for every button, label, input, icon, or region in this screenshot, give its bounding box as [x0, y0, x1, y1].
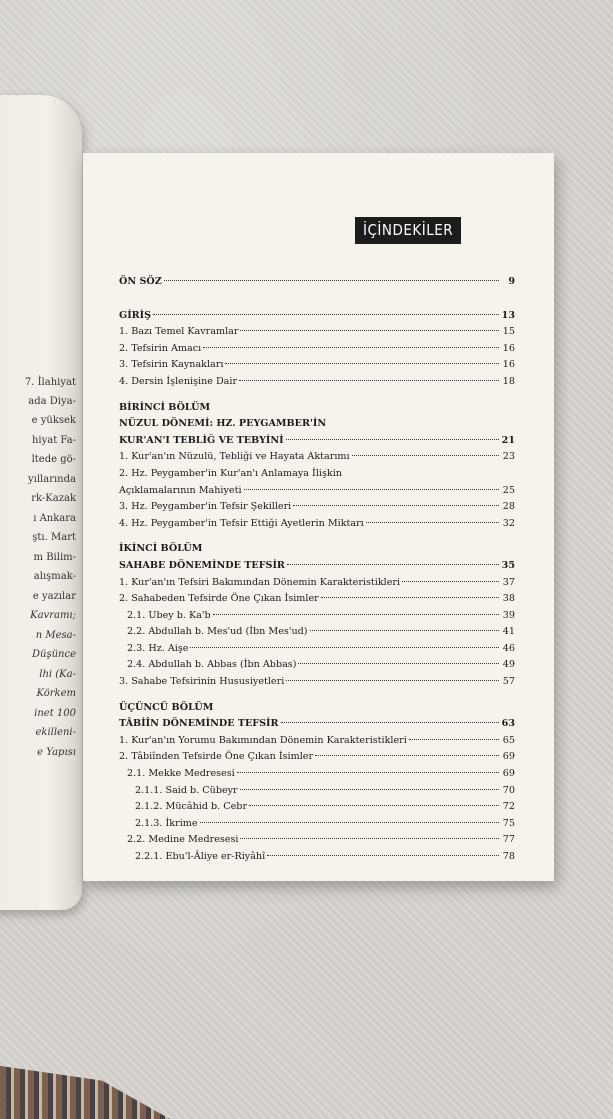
toc-entry — [119, 466, 515, 483]
toc-entry-label: 2.4. Abdullah b. Abbas (İbn Abbas) — [127, 659, 297, 671]
toc-entry-page: 41 — [502, 626, 515, 638]
toc-entry-page: 75 — [502, 817, 515, 829]
toc-entry — [119, 674, 515, 691]
toc-entry-page: 46 — [502, 642, 515, 654]
toc-entry — [119, 308, 515, 325]
toc-entry-label: 3. Tefsirin Kaynakları — [119, 359, 224, 371]
toc-entry-label: 2.2. Medine Medresesi — [127, 834, 239, 846]
toc-entry — [119, 483, 515, 500]
dot-leader — [366, 522, 499, 523]
toc-entry-label: 2. Hz. Peygamber'in Kur'an'ı Anlamaya İlişkin — [119, 467, 342, 479]
chapter-heading: ÜÇÜNCÜ BÖLÜM — [119, 701, 214, 713]
toc-entry-page: 25 — [502, 484, 515, 496]
toc-entry-label: 2.1.3. İkrime — [135, 817, 198, 829]
dot-leader — [402, 581, 499, 582]
toc-entry — [119, 799, 515, 816]
toc-entry-label: 2.3. Hz. Aişe — [127, 642, 189, 654]
toc-entry-page: 69 — [502, 768, 515, 780]
chapter-heading: BİRİNCİ BÖLÜM — [119, 401, 211, 413]
toc-entry-page: 63 — [501, 718, 515, 730]
dot-leader — [240, 330, 499, 331]
toc-entry — [119, 766, 515, 783]
toc-entry-label: 3. Sahabe Tefsirinin Hususiyetleri — [119, 676, 285, 688]
toc-entry — [119, 624, 515, 641]
dot-leader — [286, 680, 499, 681]
left-page-text: ı Ankara — [33, 513, 76, 524]
left-book-page — [0, 95, 82, 910]
toc-entry-label: 2. Tefsirin Amacı — [119, 342, 202, 354]
dot-leader — [298, 663, 499, 664]
toc-entry — [119, 783, 515, 800]
toc-entry — [119, 816, 515, 833]
dot-leader — [310, 630, 499, 631]
chapter-heading: İKİNCİ BÖLÜM — [119, 543, 203, 555]
dot-leader — [240, 789, 499, 790]
toc-entry-page: 23 — [502, 451, 515, 463]
dot-leader — [153, 314, 499, 315]
toc-entry-label: 2.1. Ubey b. Ka'b — [127, 609, 211, 621]
toc-entry-page: 70 — [502, 784, 515, 796]
left-page-text: ştı. Mart — [32, 532, 76, 543]
toc-entry-label: 4. Hz. Peygamber'in Tefsir Ettiği Ayetlerin Miktarı — [119, 517, 364, 529]
dot-leader — [203, 347, 499, 348]
dot-leader — [352, 455, 499, 456]
toc-entry-label: SAHABE DÖNEMİNDE TEFSİR — [119, 559, 285, 571]
toc-entry — [119, 324, 515, 341]
toc-entry — [119, 849, 515, 866]
toc-entry-label: 1. Kur'an'ın Yorumu Bakımından Dönemin Karakteristikleri — [119, 734, 407, 746]
dot-leader — [267, 855, 499, 856]
toc-entry-page: 32 — [502, 517, 515, 529]
dot-leader — [239, 380, 499, 381]
toc-entry-page: 69 — [502, 751, 515, 763]
toc-entry-page: 38 — [502, 593, 515, 605]
dot-leader — [287, 564, 499, 565]
toc-entry — [119, 657, 515, 674]
toc-entry-page: 13 — [501, 309, 515, 321]
toc-entry — [119, 433, 515, 450]
toc-entry-page: 72 — [502, 801, 515, 813]
dot-leader — [293, 505, 499, 506]
left-page-text: Körkem — [36, 688, 76, 699]
left-page-text: m Bilim- — [33, 552, 76, 563]
toc-entry — [119, 733, 515, 750]
toc-entry-page: 49 — [502, 659, 515, 671]
toc-entry-label: 1. Kur'an'ın Nüzulü, Tebliği ve Hayata Aktarımı — [119, 451, 350, 463]
toc-entry-page: 9 — [508, 276, 515, 287]
left-page-text: e Yapısı — [37, 747, 76, 758]
dot-leader — [249, 805, 499, 806]
left-page-text: yıllarında — [28, 474, 76, 485]
left-page-text: n Mesa- — [35, 630, 76, 641]
toc-entry-label: 2.2.1. Ebu'l-Âliye er-Riyâhî — [135, 851, 266, 862]
toc-entry — [119, 274, 515, 291]
toc-entry-label: 1. Bazı Temel Kavramlar — [119, 326, 239, 338]
left-page-text: inet 100 — [34, 708, 76, 719]
toc-entry-page: 18 — [502, 375, 515, 387]
left-page-text: lhi (Ka- — [39, 669, 76, 680]
toc-entry — [119, 716, 515, 733]
toc-entry — [119, 341, 515, 358]
toc-entry-page: 35 — [501, 559, 515, 571]
dot-leader — [281, 722, 499, 723]
left-page-text: ekilleni- — [35, 727, 76, 738]
toc-entry — [119, 449, 515, 466]
toc-entry — [119, 575, 515, 592]
toc-entry-page: 16 — [502, 342, 515, 354]
toc-entry — [119, 591, 515, 608]
dot-leader — [321, 597, 499, 598]
toc-entry-label: Açıklamalarının Mahiyeti — [119, 484, 242, 496]
toc-entry-page: 57 — [502, 676, 515, 688]
toc-entry — [119, 357, 515, 374]
left-page-text: e yazılar — [32, 591, 76, 602]
toc-entry-page: 77 — [502, 834, 515, 846]
toc-entry-page: 15 — [502, 326, 515, 338]
dot-leader — [286, 439, 499, 440]
left-page-text: rk-Kazak — [31, 493, 76, 504]
dot-leader — [213, 614, 499, 615]
toc-entry-label: 2.1. Mekke Medresesi — [127, 768, 235, 780]
toc-title: İÇİNDEKİLER — [355, 217, 461, 244]
toc-entry-label: 2.2. Abdullah b. Mes'ud (İbn Mes'ud) — [127, 626, 308, 638]
left-page-text: 7. İlahiyat — [24, 377, 76, 388]
toc-entry — [119, 374, 515, 391]
toc-page — [83, 153, 554, 881]
toc-entry — [119, 749, 515, 766]
dot-leader — [240, 838, 499, 839]
toc-entry-label: 2.1.1. Said b. Cübeyr — [135, 784, 238, 796]
dot-leader — [237, 772, 499, 773]
toc-entry-page: 39 — [502, 609, 515, 621]
toc-entry-label: 2. Sahabeden Tefsirde Öne Çıkan İsimler — [119, 593, 319, 605]
toc-entry-label: KUR'AN'I TEBLİĞ VE TEBYİNİ — [119, 434, 284, 446]
left-page-text: Düşünce — [32, 649, 76, 660]
dot-leader — [225, 363, 499, 364]
toc-entry — [119, 558, 515, 575]
toc-entry-label: 3. Hz. Peygamber'in Tefsir Şekilleri — [119, 501, 292, 513]
dot-leader — [315, 755, 499, 756]
toc-entry — [119, 832, 515, 849]
toc-list — [119, 274, 515, 866]
toc-entry-label: 1. Kur'an'ın Tefsiri Bakımından Dönemin Karakteristikleri — [119, 576, 401, 588]
chapter-heading: NÜZUL DÖNEMİ: HZ. PEYGAMBER'İN — [119, 418, 327, 430]
dot-leader — [200, 822, 499, 823]
toc-entry — [119, 641, 515, 658]
toc-entry-label: ÖN SÖZ — [119, 276, 162, 287]
dot-leader — [190, 647, 499, 648]
toc-entry-page: 21 — [501, 434, 515, 446]
toc-entry — [119, 608, 515, 625]
toc-entry-label: 2.1.2. Mücâhid b. Cebr — [135, 801, 248, 813]
toc-entry-label: 2. Tâbiînden Tefsirde Öne Çıkan İsimler — [119, 751, 314, 763]
dot-leader — [244, 489, 499, 490]
toc-entry — [119, 516, 515, 533]
left-page-text: hiyat Fa- — [31, 435, 76, 446]
toc-entry-label: TÂBİÎN DÖNEMİNDE TEFSİR — [119, 718, 279, 730]
left-page-text: e yüksek — [31, 415, 76, 426]
left-page-text: ada Diya- — [28, 396, 76, 407]
toc-entry — [119, 499, 515, 516]
left-page-text: ltede gö- — [31, 454, 76, 465]
toc-entry-page: 28 — [502, 501, 515, 513]
toc-entry-page: 65 — [502, 734, 515, 746]
toc-entry-page: 16 — [502, 359, 515, 371]
left-page-text: Kavramı; — [30, 610, 76, 621]
dot-leader — [164, 280, 499, 281]
dot-leader — [409, 739, 499, 740]
toc-entry-page: 37 — [502, 576, 515, 588]
toc-entry-label: 4. Dersin İşlenişine Dair — [119, 375, 238, 387]
toc-entry-label: GİRİŞ — [119, 309, 152, 321]
left-page-text: alışmak- — [33, 571, 76, 582]
toc-entry-page: 78 — [502, 851, 515, 862]
